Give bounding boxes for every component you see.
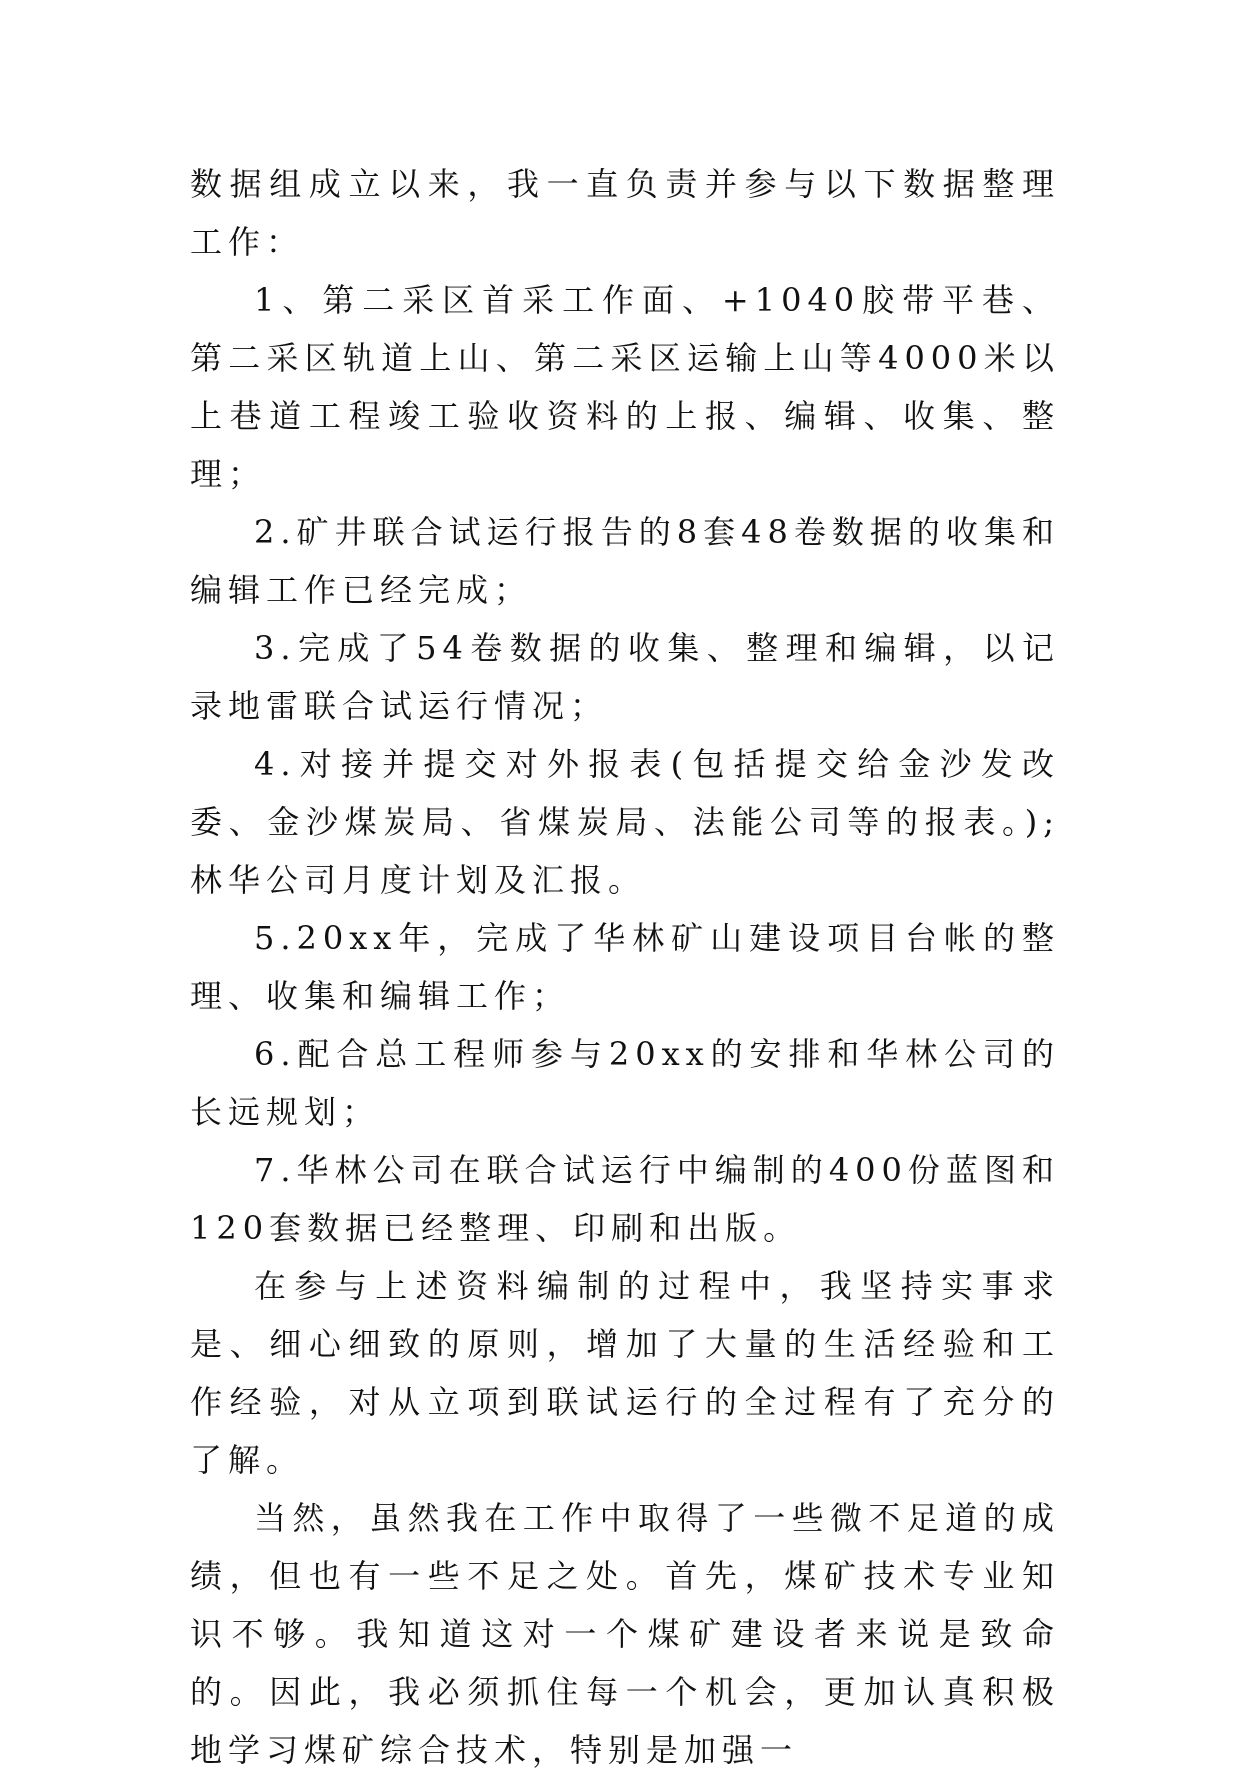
paragraph-item-2: 2.矿井联合试运行报告的8套48卷数据的收集和编辑工作已经完成； xyxy=(190,513,1060,609)
paragraph-item-6: 6.配合总工程师参与20xx的安排和华林公司的长远规划； xyxy=(190,1035,1060,1131)
paragraph-shortcomings: 当然，虽然我在工作中取得了一些微不足道的成绩，但也有一些不足之处。首先，煤矿技术专业知识不够。我知道这对一个煤矿建设者来说是致命的。因此，我必须抓住每一个机会，更加认真积极地学习煤矿综合技术，特别是加强一 xyxy=(190,1499,1060,1769)
paragraph-item-7: 7.华林公司在联合试运行中编制的400份蓝图和120套数据已经整理、印刷和出版。 xyxy=(190,1151,1060,1247)
paragraph-item-1: 1、第二采区首采工作面、+1040胶带平巷、第二采区轨道上山、第二采区运输上山等4000米以上巷道工程竣工验收资料的上报、编辑、收集、整理； xyxy=(190,281,1060,493)
paragraph-item-5: 5.20xx年，完成了华林矿山建设项目台帐的整理、收集和编辑工作； xyxy=(190,919,1060,1015)
paragraph-item-3: 3.完成了54卷数据的收集、整理和编辑，以记录地雷联合试运行情况； xyxy=(190,629,1060,725)
paragraph-intro: 数据组成立以来，我一直负责并参与以下数据整理工作： xyxy=(190,165,1060,261)
paragraph-item-4: 4.对接并提交对外报表(包括提交给金沙发改委、金沙煤炭局、省煤炭局、法能公司等的报表。);林华公司月度计划及汇报。 xyxy=(190,745,1060,899)
paragraph-summary: 在参与上述资料编制的过程中，我坚持实事求是、细心细致的原则，增加了大量的生活经验和工作经验，对从立项到联试运行的全过程有了充分的了解。 xyxy=(190,1267,1060,1479)
document-body xyxy=(190,155,1060,1779)
